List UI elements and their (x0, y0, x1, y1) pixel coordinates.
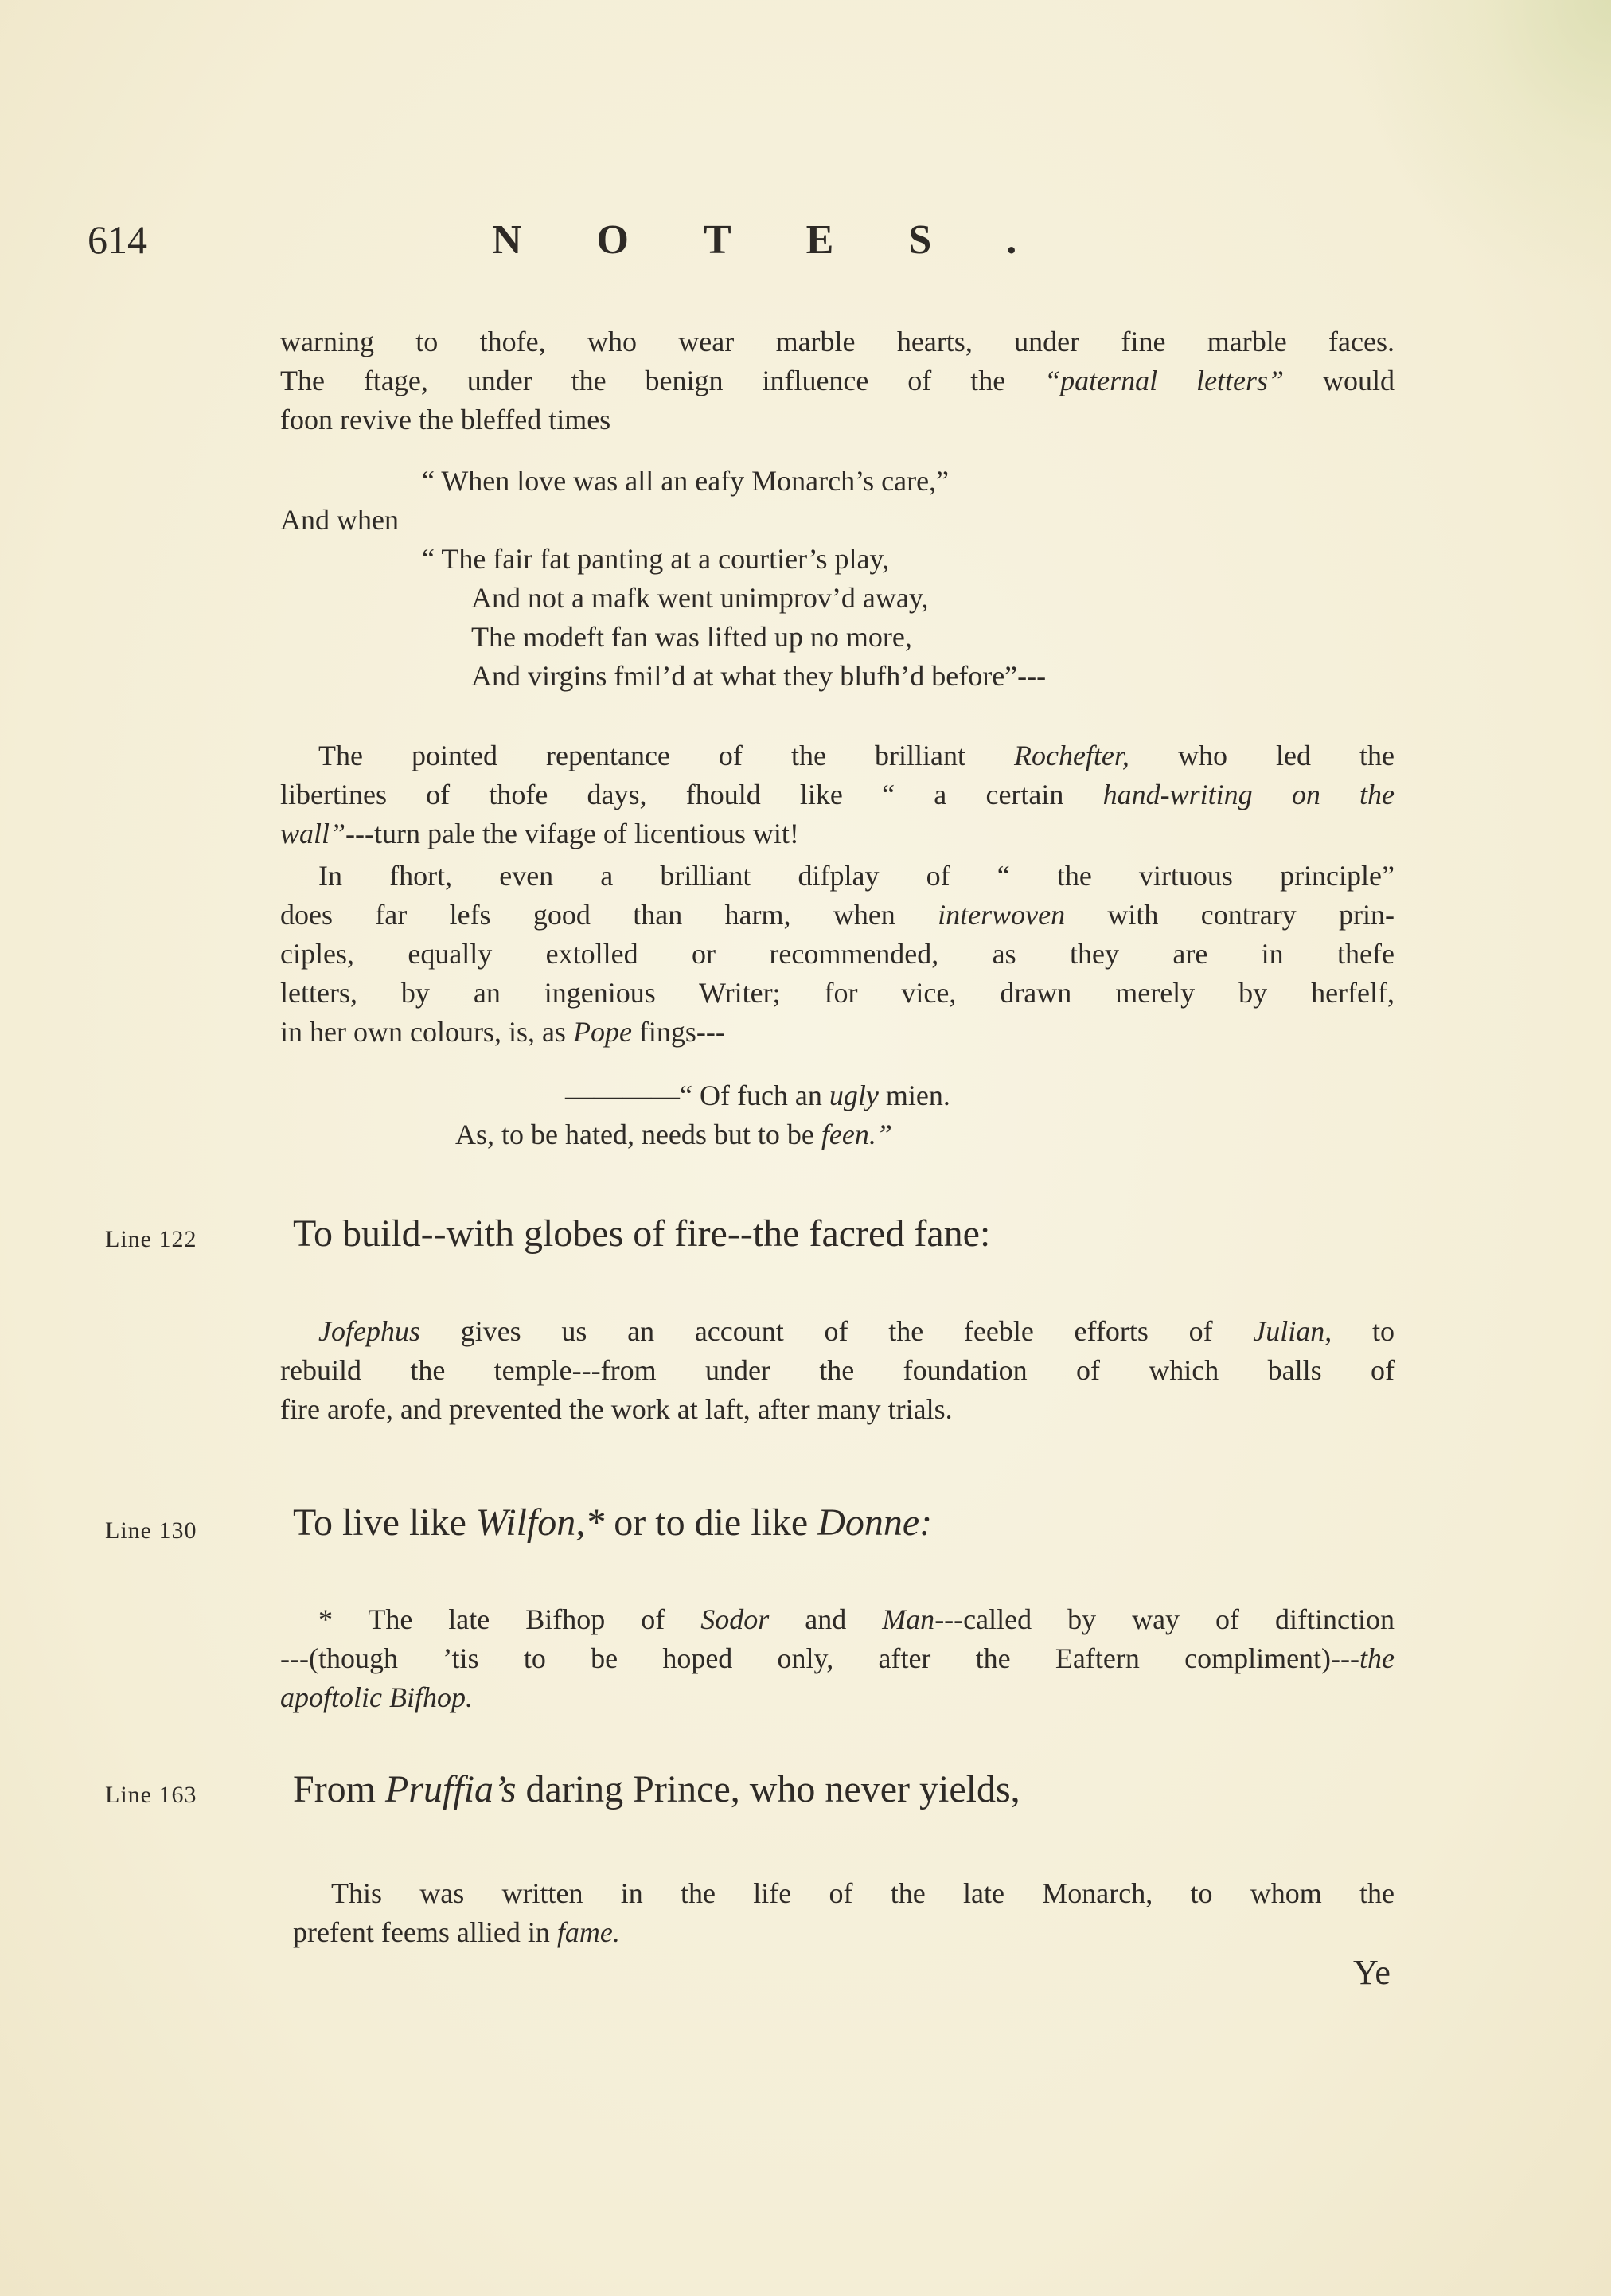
text-line: In fhort, even a brilliant difplay of “ the virtuous principle” (318, 860, 1395, 892)
text-line: prefent feems allied in fame. (293, 1916, 620, 1948)
text-line: rebuild the temple---from under the foundation of which balls of (280, 1354, 1395, 1386)
catchword: Ye (1353, 1953, 1391, 1992)
text-line: libertines of thofe days, fhould like “ a certain hand-writing on the (280, 779, 1395, 810)
text-line: fire arofe, and prevented the work at laft, after many trials. (280, 1393, 953, 1425)
text-line: warning to thofe, who wear marble hearts, under fine marble faces. (280, 326, 1395, 357)
footnote-line: ---(though ’tis to be hoped only, after the Eaftern compliment)---the (280, 1642, 1395, 1674)
verse-line: As, to be hated, needs but to be feen.” (455, 1119, 892, 1150)
footnote-line: apoftolic Bifhop. (280, 1681, 473, 1713)
text-line: does far lefs good than harm, when interwoven with contrary prin- (280, 899, 1395, 931)
text-line: Jofephus gives us an account of the feeble efforts of Julian, to (318, 1315, 1395, 1347)
verse-line: And virgins fmil’d at what they blufh’d before”--- (471, 660, 1047, 692)
running-title: NOTES. (492, 217, 1092, 263)
note-122 (280, 1312, 1395, 1429)
verse-line: And not a mafk went unimprov’d away, (471, 582, 929, 614)
note-130 (280, 1600, 1395, 1717)
verse-quotation (280, 462, 1046, 696)
verse-line: The modeft fan was lifted up no more, (471, 621, 912, 653)
note-163 (293, 1874, 1395, 1952)
text-line: letters, by an ingenious Writer; for vice, drawn merely by herfelf, (280, 977, 1395, 1009)
paragraph-in-short (280, 857, 1395, 1052)
verse-connector: And when (280, 504, 399, 536)
text-line: The pointed repentance of the brilliant Rochefter, who led the (318, 740, 1395, 771)
footnote-line: * The late Bifhop of Sodor and Man---called by way of diftinction (318, 1603, 1395, 1635)
lemma-122: To build--with globes of fire--the facred fane: (293, 1212, 991, 1255)
text-line: foon revive the bleffed times (280, 404, 611, 435)
verse-line: “ When love was all an eafy Monarch’s care,” (422, 465, 950, 497)
line-label-163: Line 163 (105, 1782, 197, 1808)
page-header (0, 217, 1611, 280)
line-label-130: Line 130 (105, 1517, 197, 1544)
text-line: The ftage, under the benign influence of the “paternal letters” would (280, 365, 1395, 396)
verse-pope (455, 1076, 950, 1154)
lemma-163: From Pruffia’s daring Prince, who never yields, (293, 1768, 1020, 1810)
text-line: wall”---turn pale the vifage of licentious wit! (280, 818, 799, 849)
text-line: in her own colours, is, as Pope fings--- (280, 1016, 725, 1048)
verse-line: ————“ Of fuch an ugly mien. (565, 1080, 950, 1111)
line-label-122: Line 122 (105, 1226, 197, 1252)
text-line: ciples, equally extolled or recommended, as they are in thefe (280, 938, 1395, 970)
page-number: 614 (88, 217, 147, 262)
lemma-130: To live like Wilfon,* or to die like Donne: (293, 1501, 933, 1544)
verse-line: “ The fair fat panting at a courtier’s play, (422, 543, 890, 575)
intro-paragraph (280, 322, 1395, 439)
text-line: This was written in the life of the late Monarch, to whom the (331, 1877, 1395, 1909)
paragraph-rochester (280, 736, 1395, 853)
